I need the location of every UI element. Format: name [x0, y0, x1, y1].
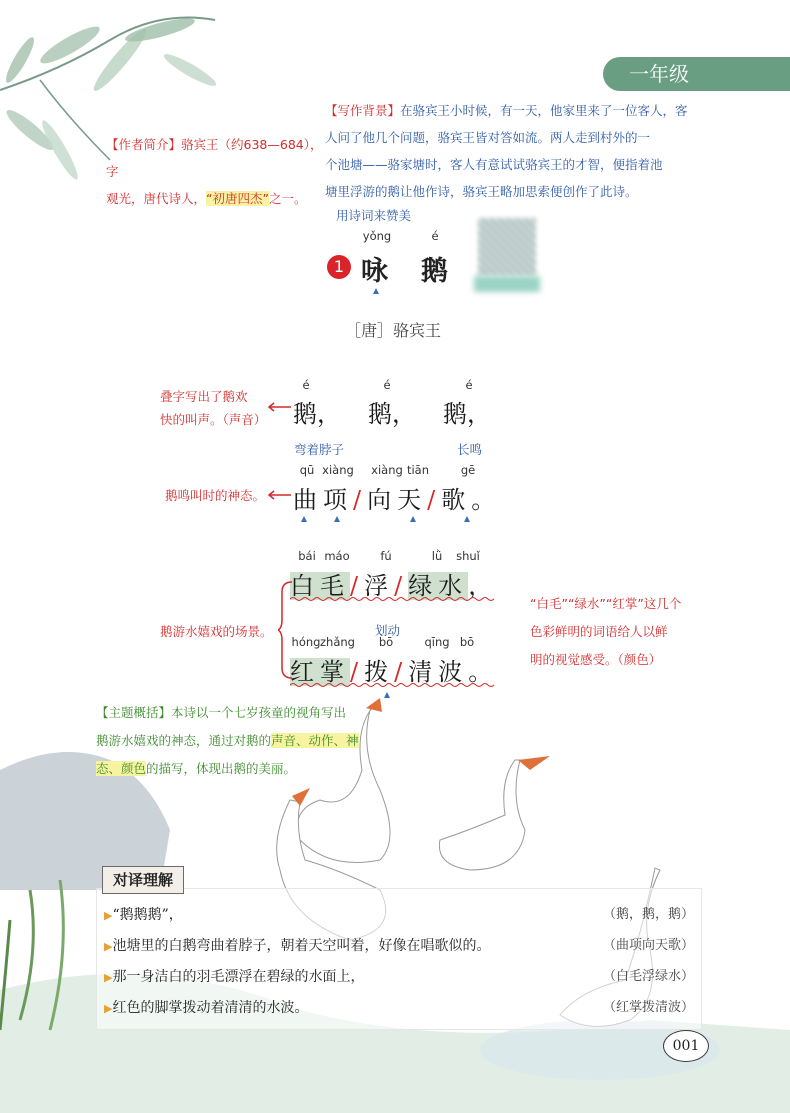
poem-punct: ，: [317, 400, 341, 428]
gloss-note: 长鸣: [457, 442, 483, 457]
side-note-3: 鹅游水嬉戏的场景。: [160, 624, 273, 639]
poem-pinyin: bō: [459, 635, 475, 649]
author-tag: 【作者简介】: [106, 137, 182, 152]
poem-word: 浮: [364, 572, 395, 600]
poem-pinyin: hóng: [291, 635, 321, 649]
background-note: [325, 97, 720, 205]
triangle-bullet-icon: ▶: [104, 1002, 113, 1015]
poem-pinyin: xiàng: [322, 463, 354, 477]
author-line: ［唐］骆宾王: [345, 321, 442, 340]
triangle-bullet-icon: ▶: [104, 971, 113, 984]
stress-marker: [301, 516, 307, 522]
author-line-2-end: 之一。: [268, 191, 307, 206]
background-tag: 【写作背景】: [325, 103, 401, 118]
poem-pinyin: fú: [380, 549, 392, 563]
translation-row: ▶红色的脚掌拨动着清清的水波。 （红掌拨清波）: [104, 1000, 694, 1016]
pause-slash: /: [394, 658, 409, 686]
poem-pinyin: xiàng: [371, 463, 403, 477]
poem-word: 拨: [364, 658, 395, 686]
poem-word: 红掌: [290, 658, 350, 686]
background-line-2: 人问了他几个问题，骆宾王皆对答如流。两人走到村外的一: [325, 130, 651, 145]
poem-pinyin: bái: [298, 549, 316, 563]
poem-pinyin: é: [302, 378, 310, 392]
poem-punct: ，: [392, 400, 416, 428]
pause-slash: /: [394, 572, 409, 600]
poem-pinyin: tiān: [406, 463, 430, 477]
praise-note: 用诗词来赞美: [336, 208, 412, 223]
title-char-2: 鹅: [421, 256, 448, 287]
poem-word: 曲项: [293, 486, 353, 514]
pause-slash: /: [350, 658, 365, 686]
poem-pinyin: qīng: [424, 635, 450, 649]
author-highlight: “初唐四杰”: [206, 191, 269, 206]
side-note-2: 鹅鸣叫时的神态。: [165, 488, 266, 503]
theme-highlight: 态、颜色: [96, 761, 147, 776]
poem-char: 鹅: [293, 400, 317, 428]
background-line-4: 塘里浮游的鹅让他作诗，骆宾王略加思索便创作了此诗。: [325, 184, 638, 199]
poem-pinyin: bō: [378, 635, 394, 649]
lesson-number: 1: [327, 255, 351, 279]
poem-pinyin: qū: [299, 463, 315, 477]
gloss-note: 弯着脖子: [294, 442, 345, 457]
page-number: 001: [663, 1030, 709, 1062]
translation-row: ▶那一身洁白的羽毛漂浮在碧绿的水面上， （白毛浮绿水）: [104, 969, 694, 985]
background-line-1: 在骆宾王小时候，有一天，他家里来了一位客人，客: [400, 103, 688, 118]
poem-punct: 。: [471, 486, 502, 514]
poem-punct: ，: [468, 572, 499, 600]
background-line-3: 个池塘——骆家塘时，客人有意试试骆宾王的才智，便指着池: [325, 157, 663, 172]
poem-punct: ，: [467, 400, 491, 428]
translation-row: ▶“鹅鹅鹅”， （鹅，鹅，鹅）: [104, 907, 694, 923]
translation-heading: 对译理解: [102, 866, 184, 894]
author-line-2: 观光，唐代诗人，: [106, 191, 207, 206]
poem-word: 白毛: [290, 572, 350, 600]
poem-line-2: [293, 480, 501, 515]
stress-marker: [464, 516, 470, 522]
wavy-underline: [290, 596, 500, 602]
poem-pinyin: máo: [324, 549, 350, 563]
poem-word: 绿水: [408, 572, 469, 600]
triangle-bullet-icon: ▶: [104, 940, 113, 953]
theme-note: 【主题概括】本诗以一个七岁孩童的视角写出 鹅游水嬉戏的神态，通过对鹅的声音、动作、神 态、颜色的描写，体现出鹅的美丽。: [96, 705, 359, 776]
author-note: [106, 131, 331, 212]
triangle-bullet-icon: ▶: [104, 909, 113, 922]
poem-char: 鹅: [368, 400, 392, 428]
qr-code[interactable]: [478, 218, 536, 276]
poem-pinyin: gē: [460, 463, 476, 477]
qr-label: [474, 276, 540, 292]
arrow-icon: [266, 490, 292, 500]
author-line-1: 骆宾王（约638—684），字: [106, 137, 323, 179]
gloss-note: 划动: [375, 623, 401, 638]
poem-pinyin: zhǎng: [320, 635, 355, 649]
poem-word: 清波: [408, 658, 469, 686]
bracket-icon: [278, 580, 294, 680]
theme-tag: 【主题概括】: [96, 705, 172, 720]
translation-row: ▶池塘里的白鹅弯曲着脖子，朝着天空叫着，好像在唱歌似的。 （曲项向天歌）: [104, 938, 694, 954]
poem-char: 鹅: [443, 400, 467, 428]
stress-marker: [334, 516, 340, 522]
pause-slash: /: [350, 572, 365, 600]
theme-highlight: 声音、动作、神: [271, 733, 359, 748]
poem-word: 歌: [441, 486, 472, 514]
title-pinyin-1: yǒng: [362, 229, 392, 243]
stress-marker: [410, 516, 416, 522]
arrow-icon: [266, 402, 292, 412]
poem-pinyin: lǜ: [431, 549, 443, 563]
poem-line-1: [293, 394, 491, 429]
poem-pinyin: é: [465, 378, 473, 392]
side-note-4: “白毛”“绿水”“红掌”这几个 色彩鲜明的词语给人以鲜 明的视觉感受。（颜色）: [530, 596, 682, 667]
side-note-1: 叠字写出了鹅欢 快的叫声。（声音）: [160, 389, 267, 427]
title-char-1: 咏: [361, 256, 388, 287]
poem-word: 向天: [367, 486, 428, 514]
grade-tab: 一年级: [603, 57, 790, 91]
title-pinyin-2: é: [431, 229, 439, 243]
wavy-underline: [290, 682, 500, 688]
pause-slash: /: [353, 486, 368, 514]
poem-pinyin: é: [383, 378, 391, 392]
pause-slash: /: [427, 486, 442, 514]
title-marker: [373, 288, 379, 294]
poem-punct: 。: [468, 658, 499, 686]
poem-pinyin: shuǐ: [456, 549, 480, 563]
